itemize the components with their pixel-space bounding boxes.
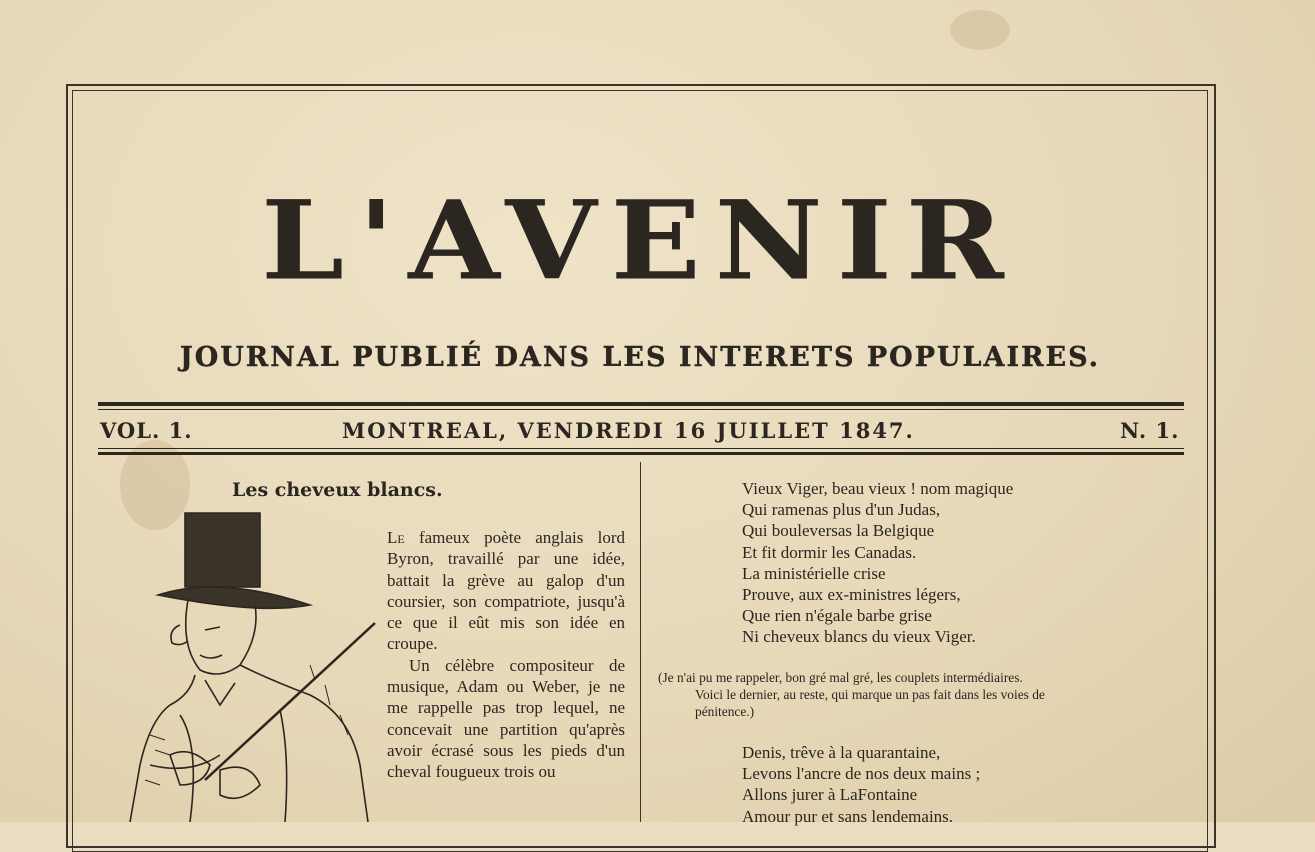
note-line: Voici le dernier, au reste, qui marque un pas fait dans les voies de — [695, 687, 1045, 702]
poem-verse-1 — [742, 478, 1013, 648]
poem-line: Qui ramenas plus d'un Judas, — [742, 500, 941, 520]
paper-stain — [950, 10, 1010, 50]
poem-line: Levons l'ancre de nos deux mains ; — [742, 764, 981, 784]
paragraph-text: fameux poète anglais lord Byron, travaillé par une idée, battait la grève au galop d'un coursier, son compatriote, jusqu'à ce que il eût mis son idée en croupe. — [387, 528, 625, 654]
caricature-illustration — [110, 505, 380, 822]
poem-line: Prouve, aux ex-ministres légers, — [742, 585, 961, 605]
poem-line: Allons jurer à LaFontaine — [742, 785, 918, 805]
masthead-rule — [98, 448, 1184, 449]
paragraph-text: Un célèbre compositeur de musique, Adam ou Weber, je ne me rappelle pas trop lequel, ne concevait une partition qu'après avoir écrasé sous les pieds d'un cheval fougueux trois ou — [387, 655, 625, 782]
drop-cap-word: Le — [387, 528, 405, 547]
issue-number: N. 1. — [1120, 418, 1180, 443]
article-paragraph — [387, 527, 625, 655]
article-title: Les cheveux blancs. — [232, 479, 443, 501]
article-body — [387, 527, 625, 783]
newspaper-title: L'AVENIR — [261, 176, 1018, 305]
poem-verse-2 — [742, 742, 980, 827]
masthead-rule — [98, 409, 1184, 410]
editorial-note — [658, 669, 1188, 720]
note-line: pénitence.) — [695, 704, 755, 719]
volume-label: VOL. 1. — [100, 418, 193, 443]
poem-line: Ni cheveux blancs du vieux Viger. — [742, 627, 976, 647]
note-line: (Je n'ai pu me rappeler, bon gré mal gré, les couplets intermédiaires. — [658, 670, 1023, 685]
dateline: MONTREAL, VENDREDI 16 JUILLET 1847. — [342, 418, 915, 443]
poem-line: Et fit dormir les Canadas. — [742, 542, 917, 562]
masthead-rule — [98, 452, 1184, 455]
poem-line: Denis, trêve à la quarantaine, — [742, 743, 941, 762]
poem-line: Qui bouleversas la Belgique — [742, 521, 935, 541]
poem-line: Que rien n'égale barbe grise — [742, 606, 932, 626]
poem-line: Vieux Viger, beau vieux ! nom magique — [742, 479, 1014, 498]
column-divider — [640, 462, 641, 822]
article-paragraph — [387, 655, 625, 783]
masthead-rule — [98, 402, 1184, 406]
newspaper-subtitle: JOURNAL PUBLIÉ DANS LES INTERETS POPULAIRES. — [179, 342, 1101, 373]
poem-line: La ministérielle crise — [742, 563, 886, 583]
poem-line: Amour pur et sans lendemains. — [742, 806, 954, 826]
